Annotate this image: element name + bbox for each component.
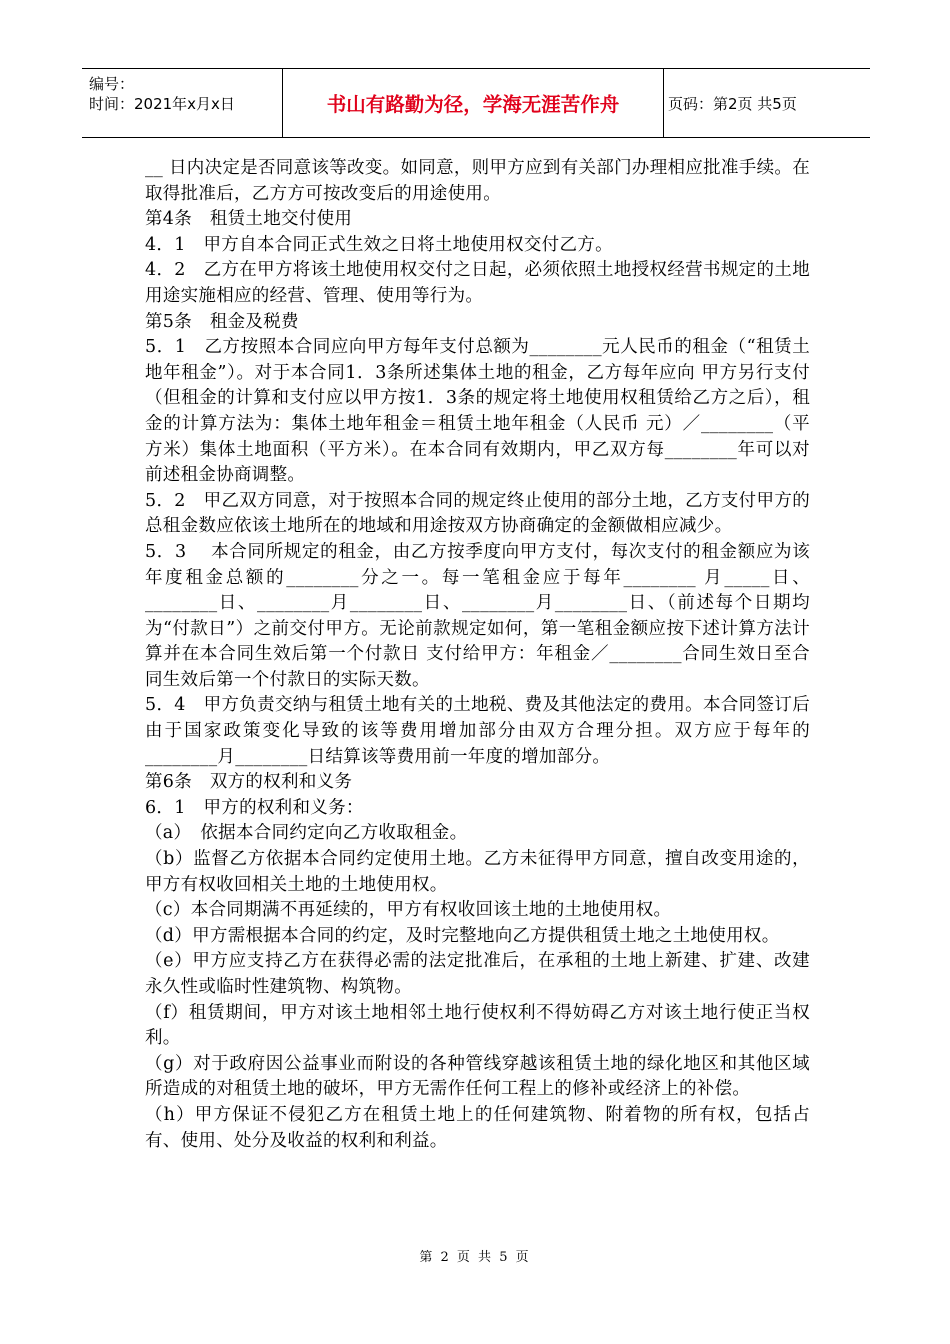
header-meta xyxy=(82,69,282,137)
paragraph: __ 日内决定是否同意该等改变。如同意，则甲方应到有关部门办理相应批准手续。在取得批准后，乙方方可按改变后的用途使用。 xyxy=(145,158,810,204)
paragraph: 5．3 本合同所规定的租金，由乙方按季度向甲方支付，每次支付的租金额应为该年度租金总额的________分之一。每一笔租金应于每年________ 月_____日、________日、________月________日、________月________日、（前述每个日期均为“付款日”）之前交付甲方。无论前款规定如何，第一笔租金额应按下述计算方法计算并在本合同生效后第一个付款日 支付给甲方：年租金／________合同生效日至合同生效后第一个付款日的实际天数。 xyxy=(145,541,810,690)
section-heading: 第6条 双方的权利和义务 xyxy=(145,772,353,793)
page-header xyxy=(82,68,870,138)
document-body xyxy=(145,156,810,1154)
paragraph: 4．1 甲方自本合同正式生效之日将土地使用权交付乙方。 xyxy=(145,234,613,255)
paragraph: 5．4 甲方负责交纳与租赁土地有关的土地税、费及其他法定的费用。本合同签订后由于国家政策变化导致的该等费用增加部分由双方合理分担。双方应于每年的________月________日结算该等费用前一年度的增加部分。 xyxy=(145,695,810,767)
header-page-number xyxy=(662,69,870,137)
list-item: （g）对于政府因公益事业而附设的各种管线穿越该租赁土地的绿化地区和其他区域所造成的对租赁土地的破坏，甲方无需作任何工程上的修补或经济上的补偿。 xyxy=(145,1053,810,1100)
list-item: （e）甲方应支持乙方在获得必需的法定批准后，在承租的土地上新建、扩建、改建永久性或临时性建筑物、构筑物。 xyxy=(145,951,810,997)
paragraph: 4．2 乙方在甲方将该土地使用权交付之日起，必须依照土地授权经营书规定的土地用途实施相应的经营、管理、使用等行为。 xyxy=(145,260,810,306)
page-footer: 第 2 页 共 5 页 xyxy=(419,1250,531,1265)
list-item: （a） 依据本合同约定向乙方收取租金。 xyxy=(145,823,468,844)
list-item: （c）本合同期满不再延续的，甲方有权收回该土地的土地使用权。 xyxy=(145,900,672,921)
list-item: （h）甲方保证不侵犯乙方在租赁土地上的任何建筑物、附着物的所有权，包括占有、使用、处分及收益的权利和利益。 xyxy=(145,1104,810,1151)
list-item: （f）租赁期间，甲方对该土地相邻土地行使权利不得妨碍乙方对该土地行使正当权利。 xyxy=(145,1002,810,1049)
document-number-label: 编号： xyxy=(89,75,135,93)
section-heading: 第4条 租赁土地交付使用 xyxy=(145,209,353,230)
header-page-label: 页码：第2页 共5页 xyxy=(668,94,797,113)
paragraph: 5．1 乙方按照本合同应向甲方每年支付总额为________元人民币的租金（“租赁土地年租金”）。对于本合同1．3条所述集体土地的租金，乙方每年应向 甲方另行支付（但租金的计算和支付应以甲方按1．3条的规定将土地使用权租赁给乙方之后），租金的计算方法为：集体土地年租金＝租赁土地年租金（人民币 元）／________（平方米）集体土地面积（平方米）。在本合同有效期内，甲乙双方每________年可以对前述租金协商调整。 xyxy=(145,337,810,486)
document-date-label: 时间：2021年x月x日 xyxy=(89,95,235,113)
list-item: （b）监督乙方依据本合同约定使用土地。乙方未征得甲方同意，擅自改变用途的，甲方有权收回相关土地的土地使用权。 xyxy=(145,849,810,895)
paragraph: 6．1 甲方的权利和义务： xyxy=(145,797,364,818)
list-item: （d）甲方需根据本合同的约定，及时完整地向乙方提供租赁土地之土地使用权。 xyxy=(145,925,780,946)
paragraph: 5．2 甲乙双方同意，对于按照本合同的规定终止使用的部分土地，乙方支付甲方的总租金数应依该土地所在的地域和用途按双方协商确定的金额做相应减少。 xyxy=(145,490,810,537)
header-motto: 书山有路勤为径，学海无涯苦作舟 xyxy=(282,69,664,137)
section-heading: 第5条 租金及税费 xyxy=(145,311,299,332)
